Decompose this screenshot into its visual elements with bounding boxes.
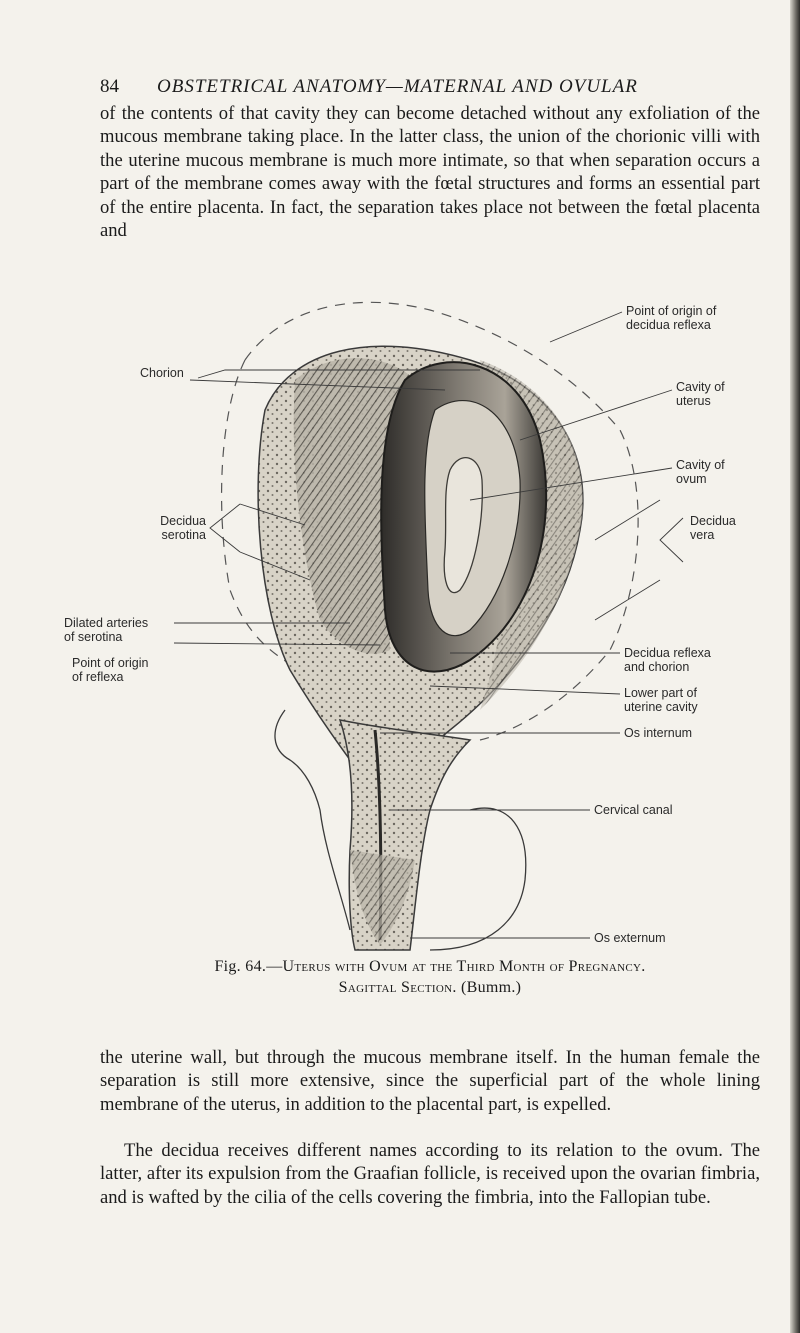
caption-title: —Uterus with Ovum at the Third Month of Pregnancy. bbox=[266, 958, 646, 975]
label-os-internum: Os internum bbox=[624, 726, 693, 740]
cervix bbox=[340, 720, 470, 950]
page-number: 84 bbox=[100, 76, 119, 97]
label-decidua-serotina: Decidua serotina bbox=[160, 514, 206, 542]
caption-credit: (Bumm.) bbox=[460, 979, 522, 996]
uterus-drawing bbox=[50, 290, 770, 960]
label-decidua-vera: Decidua vera bbox=[690, 514, 736, 542]
paragraph-3: The decidua receives different names according to its relation to the ovum. The latter, after its expulsion from the Graafian follicle, is received upon the ovarian fimbria, and is wafted by the cilia of the cells covering the fimbria, into the Fallopian tube. bbox=[100, 1140, 760, 1208]
figure-caption bbox=[100, 956, 760, 998]
label-cavity-of-ovum: Cavity of ovum bbox=[676, 458, 725, 486]
label-chorion: Chorion bbox=[140, 366, 184, 380]
label-dilated-arteries-serotina: Dilated arteries of serotina bbox=[64, 616, 149, 644]
running-header bbox=[100, 76, 740, 98]
label-os-externum: Os externum bbox=[594, 931, 666, 945]
page-edge-shadow bbox=[790, 0, 800, 1333]
figure-uterus-illustration bbox=[50, 290, 770, 960]
label-point-origin-decidua-reflexa: Point of origin of decidua reflexa bbox=[626, 304, 717, 332]
caption-fig-number: Fig. 64. bbox=[214, 958, 267, 975]
paragraph-2: the uterine wall, but through the mucous membrane itself. In the human female the separation is still more extensive, since the superficial part of the whole lining membrane of the uterus, in addition to the placental part, is expelled. bbox=[100, 1047, 760, 1115]
label-decidua-reflexa-chorion: Decidua reflexa and chorion bbox=[624, 646, 711, 674]
label-lower-part-uterine-cavity: Lower part of uterine cavity bbox=[624, 686, 698, 714]
caption-subtitle: Sagittal Section. bbox=[338, 979, 457, 996]
label-cervical-canal: Cervical canal bbox=[594, 803, 673, 817]
running-title: OBSTETRICAL ANATOMY—MATERNAL AND OVULAR bbox=[157, 76, 638, 97]
label-cavity-of-uterus: Cavity of uterus bbox=[676, 380, 725, 408]
paragraph-1: of the contents of that cavity they can become detached without any exfoliation of the mucous membrane taking place. In the latter class, the union of the chorionic villi with the uterine mucous membrane is much more intimate, so that when separation occurs a part of the membrane comes away with the fœtal structures and forms an essential part of the entire placenta. In fact, the separation takes place not between the fœtal placenta and bbox=[100, 103, 760, 242]
label-point-origin-reflexa: Point of origin of reflexa bbox=[72, 656, 149, 684]
